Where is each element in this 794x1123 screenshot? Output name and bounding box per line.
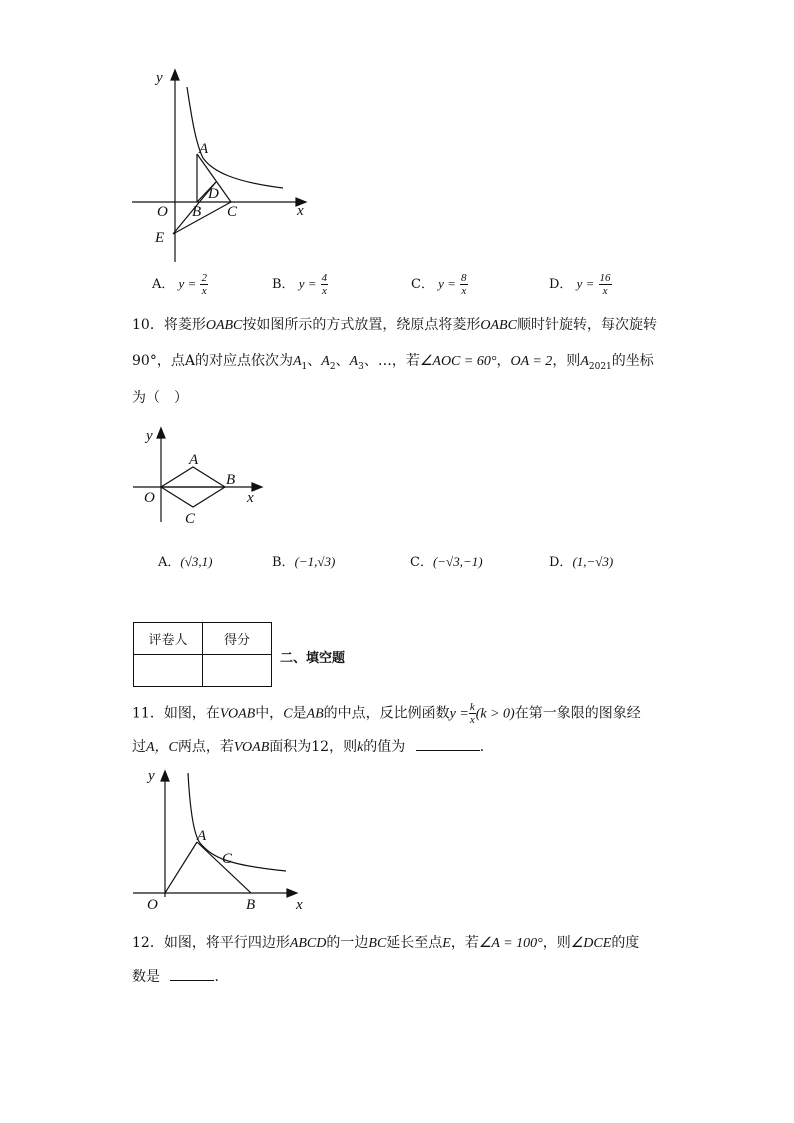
fig3-y-arrow — [161, 771, 169, 781]
q10-option-d[interactable]: D．(1,−√3) — [549, 554, 614, 570]
q12-line-1: 12．如图，将平行四边形ABCD的一边BC延长至点E，若∠A = 100°，则∠DCE的度 — [132, 935, 640, 951]
fig3-label-x: x — [296, 897, 303, 913]
fig3-hyperbola — [188, 773, 286, 871]
q12-answer-blank[interactable] — [170, 966, 214, 981]
score-table-grader-cell[interactable] — [134, 655, 203, 687]
fig1-label-C: C — [227, 204, 238, 220]
score-table-header-grader: 评卷人 — [134, 623, 203, 655]
fig1-label-O: O — [157, 204, 168, 220]
fig1-hyperbola — [187, 87, 283, 188]
fig1-y-arrow — [171, 70, 179, 80]
fig3-label-C: C — [222, 851, 233, 867]
fig2-label-B: B — [226, 472, 236, 488]
q10-option-b[interactable]: B．(−1,√3) — [272, 554, 336, 570]
fig1-label-y: y — [156, 70, 163, 86]
score-table-score-cell[interactable] — [203, 655, 272, 687]
section-title: 二、填空题 — [280, 651, 346, 666]
q10-option-c[interactable]: C．(−√3,−1) — [410, 554, 483, 570]
q12-line-2: 数是 ． — [132, 966, 228, 987]
q9-option-c[interactable]: C． y = $\frac{8}{x}$ — [411, 272, 467, 297]
q11-answer-blank[interactable] — [416, 736, 480, 751]
fig3-label-y: y — [148, 768, 155, 784]
fig1-label-A: A — [199, 141, 209, 157]
fig3-line-OA — [165, 842, 197, 893]
score-table — [133, 622, 272, 687]
fig1-label-E: E — [155, 230, 165, 246]
score-table-header-score: 得分 — [203, 623, 272, 655]
q11-line-1: 11．如图，在VOAB中，C是AB的中点，反比例函数y = $\frac{k}{x}$ (k > 0)在第一象限的图象经 — [132, 701, 641, 726]
q11-line-2: 过A，C两点，若VOAB面积为12，则k的值为 ． — [132, 736, 494, 758]
q10-option-a[interactable]: A．(√3,1) — [158, 554, 213, 570]
fig1-label-D: D — [208, 186, 219, 202]
fig3-label-B: B — [246, 897, 256, 913]
q10-line-2: 90°，点A的对应点依次为$A_1$、$A_2$、$A_3$、…，若∠AOC = 60°，OA = 2，则$A_{2021}$的坐标 — [132, 353, 654, 372]
q9-option-a[interactable]: A． y = $\frac{2}{x}$ — [152, 272, 207, 297]
fig2-label-x: x — [247, 490, 254, 506]
fig1-line-EC — [173, 202, 231, 234]
q10-line-1: 10．将菱形OABC按如图所示的方式放置，绕原点将菱形OABC顺时针旋转，每次旋转 — [132, 317, 657, 333]
fig1-label-B: B — [192, 204, 202, 220]
figure-3 — [128, 765, 313, 915]
figure-2 — [128, 422, 268, 527]
figure-1 — [120, 60, 320, 265]
fig3-line-AB — [197, 842, 251, 893]
q10-line-3: 为（ ） — [132, 390, 188, 406]
fig2-label-y: y — [146, 428, 153, 444]
fig1-label-x: x — [297, 203, 304, 219]
fig3-x-arrow — [287, 889, 297, 897]
fig2-label-O: O — [144, 490, 155, 506]
q9-option-d[interactable]: D． y = $\frac{16}{x}$ — [549, 272, 611, 297]
fig2-label-C: C — [185, 511, 196, 527]
fig2-y-arrow — [157, 428, 165, 438]
fig3-label-O: O — [147, 897, 158, 913]
fig3-label-A: A — [197, 828, 207, 844]
q9-option-b[interactable]: B． y = $\frac{4}{x}$ — [272, 272, 328, 297]
fig2-label-A: A — [189, 452, 199, 468]
